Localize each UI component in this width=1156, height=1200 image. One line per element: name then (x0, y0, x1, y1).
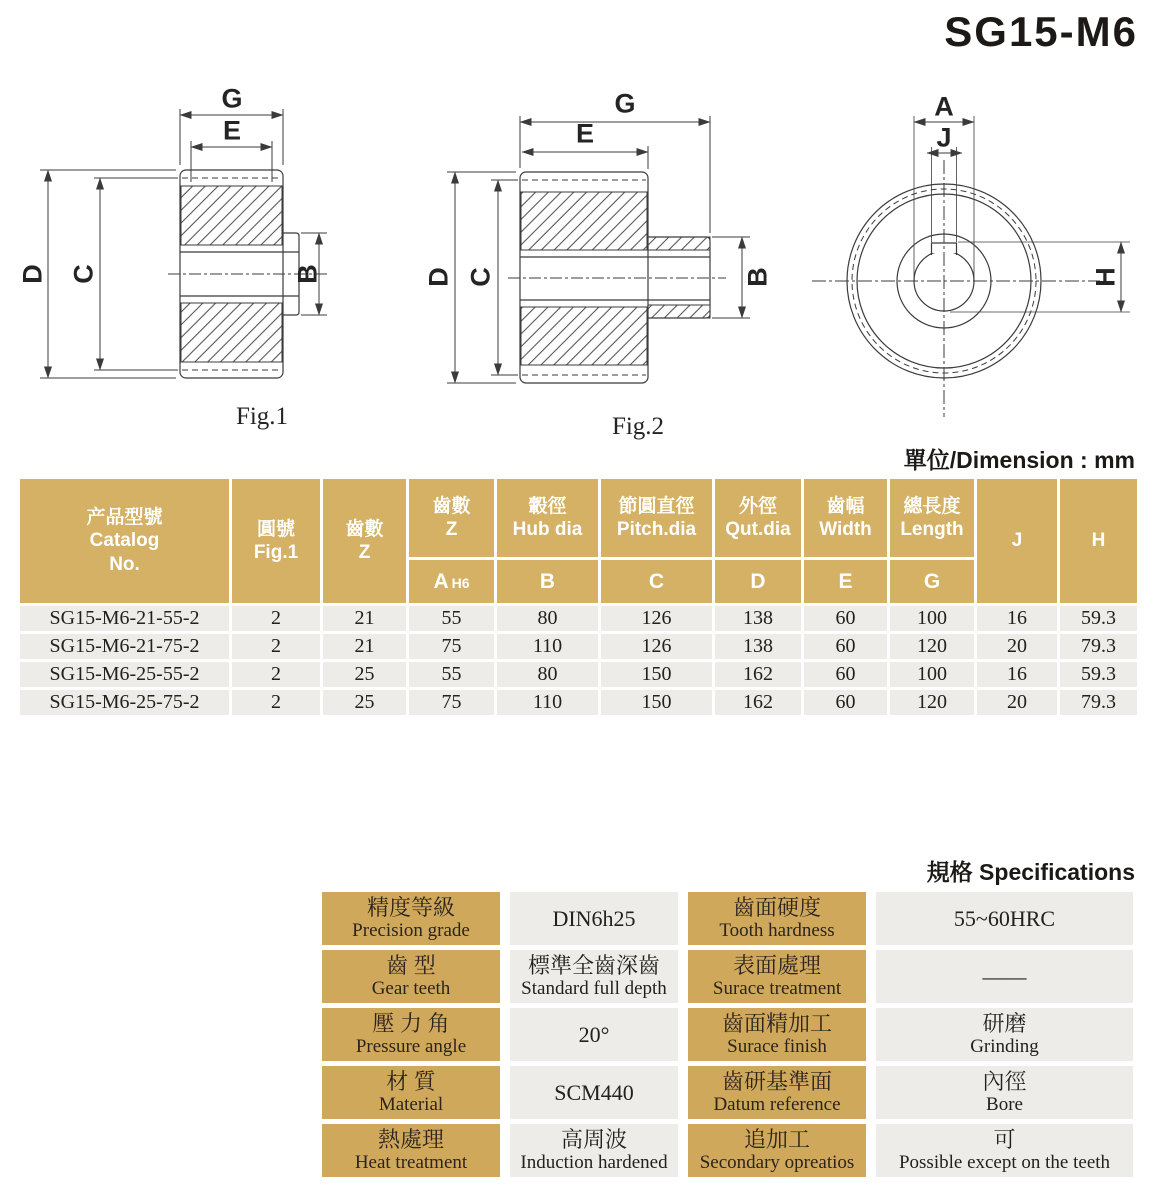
dim-label-d: D (17, 264, 48, 284)
col-subheader-e: E (804, 560, 887, 603)
cell-g: 120 (890, 634, 974, 659)
spec-value-precision-grade: DIN6h25 (510, 892, 678, 945)
spec-value-gear-teeth: 標準全齒深齒 Standard full depth (510, 950, 678, 1003)
spec-label-pressure-angle: 壓 力 角 Pressure angle (322, 1008, 500, 1061)
table-row (20, 690, 1137, 715)
cell-j: 16 (977, 606, 1057, 631)
cell-z: 21 (323, 606, 406, 631)
cell-e: 60 (804, 662, 887, 687)
dim-label-a: A (934, 91, 954, 122)
cell-d: 162 (715, 662, 801, 687)
dimension-table (17, 476, 1140, 718)
figure-1-caption: Fig.1 (235, 403, 289, 430)
cell-d: 138 (715, 606, 801, 631)
spec-value-surface-treatment: —— (876, 950, 1133, 1003)
table-row (20, 606, 1137, 631)
col-subheader-d: D (715, 560, 801, 603)
dim-label-b: B (742, 267, 773, 287)
cell-catalog: SG15-M6-21-55-2 (20, 606, 229, 631)
cell-j: 20 (977, 634, 1057, 659)
spec-label-surface-treatment: 表面處理 Surace treatment (688, 950, 866, 1003)
dim-label-e: E (222, 115, 242, 146)
cell-a: 55 (409, 662, 494, 687)
figure-1 (17, 83, 350, 435)
cell-g: 120 (890, 690, 974, 715)
table-row (20, 662, 1137, 687)
col-header-length: 總長度 Length (890, 479, 974, 557)
spec-label-surface-finish: 齒面精加工 Surace finish (688, 1008, 866, 1061)
cell-h: 59.3 (1060, 606, 1137, 631)
spec-value-tooth-hardness: 55~60HRC (876, 892, 1133, 945)
dim-label-j: J (936, 122, 952, 153)
gear-side-section-drawing (17, 85, 350, 435)
cell-e: 60 (804, 606, 887, 631)
dim-label-e: E (575, 118, 595, 149)
cell-h: 59.3 (1060, 662, 1137, 687)
cell-e: 60 (804, 634, 887, 659)
col-header-bore: 齒數 Z (409, 479, 494, 557)
cell-a: 75 (409, 690, 494, 715)
spec-label-heat-treatment: 熱處理 Heat treatment (322, 1124, 500, 1177)
col-subheader-g: G (890, 560, 974, 603)
cell-j: 16 (977, 662, 1057, 687)
dim-label-g: G (614, 88, 636, 119)
col-header-hub-dia: 轂徑 Hub dia (497, 479, 598, 557)
specifications-table (322, 892, 1133, 1177)
col-header-teeth: 齒數 Z (323, 479, 406, 603)
cell-g: 100 (890, 606, 974, 631)
cell-g: 100 (890, 662, 974, 687)
cell-z: 21 (323, 634, 406, 659)
dim-label-b: B (292, 264, 323, 284)
spec-label-datum-reference: 齒研基準面 Datum reference (688, 1066, 866, 1119)
cell-c: 126 (601, 606, 712, 631)
col-header-j: J (977, 479, 1057, 603)
cell-h: 79.3 (1060, 634, 1137, 659)
spec-label-precision-grade: 精度等級 Precision grade (322, 892, 500, 945)
col-subheader-c: C (601, 560, 712, 603)
spec-label-secondary-operations: 追加工 Secondary opreatios (688, 1124, 866, 1177)
cell-a: 55 (409, 606, 494, 631)
col-subheader-a: A H6 (409, 560, 494, 603)
header-row-top (20, 479, 1137, 557)
cell-fig: 2 (232, 634, 320, 659)
specifications-title: 規格 Specifications (926, 859, 1135, 885)
col-header-width: 齒幅 Width (804, 479, 887, 557)
cell-fig: 2 (232, 690, 320, 715)
table-row (20, 634, 1137, 659)
spec-value-heat-treatment: 高周波 Induction hardened (510, 1124, 678, 1177)
page-title: SG15-M6 (944, 8, 1138, 55)
cell-b: 80 (497, 606, 598, 631)
cell-j: 20 (977, 690, 1057, 715)
dim-label-h: H (1090, 267, 1121, 287)
spec-value-material: SCM440 (510, 1066, 678, 1119)
cell-fig: 2 (232, 662, 320, 687)
cell-e: 60 (804, 690, 887, 715)
col-header-out-dia: 外徑 Qut.dia (715, 479, 801, 557)
gear-side-section-drawing (420, 85, 780, 445)
spec-label-material: 材 質 Material (322, 1066, 500, 1119)
cell-c: 150 (601, 690, 712, 715)
dim-label-c: C (68, 264, 99, 284)
spec-label-gear-teeth: 齒 型 Gear teeth (322, 950, 500, 1003)
col-header-h: H (1060, 479, 1137, 603)
cell-z: 25 (323, 662, 406, 687)
cell-d: 138 (715, 634, 801, 659)
dim-label-d: D (423, 267, 454, 287)
spec-value-surface-finish: 研磨 Grinding (876, 1008, 1133, 1061)
col-header-pitch-dia: 節圓直徑 Pitch.dia (601, 479, 712, 557)
cell-catalog: SG15-M6-25-75-2 (20, 690, 229, 715)
dim-label-c: C (465, 267, 496, 287)
dim-label-g: G (221, 83, 243, 114)
spec-value-pressure-angle: 20° (510, 1008, 678, 1061)
cell-d: 162 (715, 690, 801, 715)
cell-b: 80 (497, 662, 598, 687)
cell-fig: 2 (232, 606, 320, 631)
col-header-fig: 圓號 Fig.1 (232, 479, 320, 603)
figure-2-caption: Fig.2 (611, 413, 665, 440)
spec-label-tooth-hardness: 齒面硬度 Tooth hardness (688, 892, 866, 945)
cell-a: 75 (409, 634, 494, 659)
col-header-catalog: 产品型號 Catalog No. (20, 479, 229, 603)
cell-c: 126 (601, 634, 712, 659)
cell-b: 110 (497, 634, 598, 659)
spec-value-datum-reference: 內徑 Bore (876, 1066, 1133, 1119)
cell-h: 79.3 (1060, 690, 1137, 715)
col-subheader-b: B (497, 560, 598, 603)
figure-2 (420, 85, 780, 445)
cell-catalog: SG15-M6-21-75-2 (20, 634, 229, 659)
spec-value-secondary-operations: 可 Possible except on the teeth (876, 1124, 1133, 1177)
figure-front-view (800, 75, 1156, 475)
unit-label: 單位/Dimension : mm (903, 447, 1135, 473)
cell-c: 150 (601, 662, 712, 687)
cell-b: 110 (497, 690, 598, 715)
cell-catalog: SG15-M6-25-55-2 (20, 662, 229, 687)
cell-z: 25 (323, 690, 406, 715)
